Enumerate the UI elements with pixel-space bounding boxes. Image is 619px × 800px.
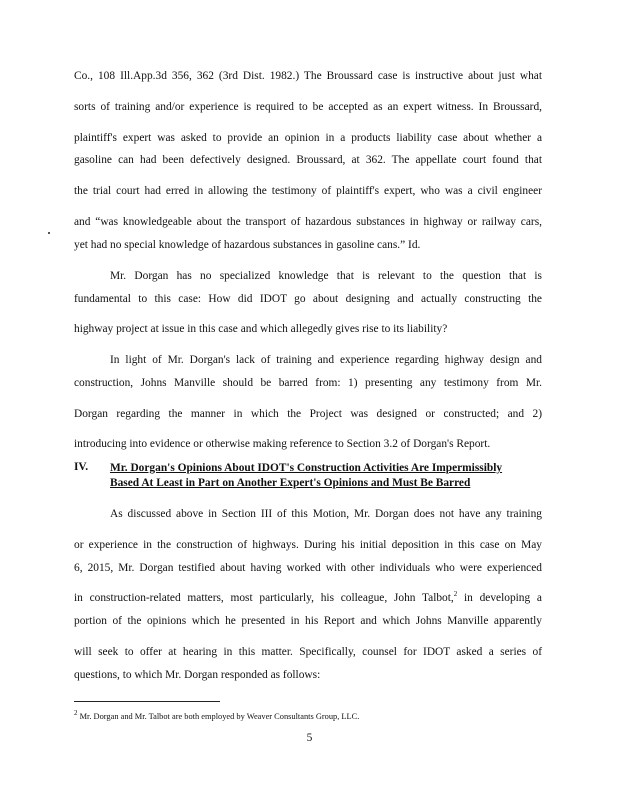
body-line: Co., 108 Ill.App.3d 356, 362 (3rd Dist. 1982.) The Broussard case is instructive about just what <box>74 70 542 82</box>
body-line: 6, 2015, Mr. Dorgan testified about having worked with other individuals who were experienced <box>74 562 542 574</box>
body-line: Dorgan regarding the manner in which the Project was designed or constructed; and 2) <box>74 408 542 420</box>
body-line: highway project at issue in this case and which allegedly gives rise to its liability? <box>74 323 448 335</box>
section-number: IV. <box>74 461 89 473</box>
body-line: or experience in the construction of highways. During his initial deposition in this case on May <box>74 539 542 551</box>
body-line: fundamental to this case: How did IDOT go about designing and actually constructing the <box>74 293 542 305</box>
body-line: gasoline can had been defectively designed. Broussard, at 362. The appellate court found that <box>74 154 542 166</box>
body-line: sorts of training and/or experience is required to be accepted as an expert witness. In Broussard, <box>74 101 542 113</box>
footnote-ref[interactable]: 2 <box>453 590 458 599</box>
footnote-divider <box>74 701 220 702</box>
scan-mark <box>48 232 50 234</box>
body-line: In light of Mr. Dorgan's lack of training and experience regarding highway design and <box>110 354 542 366</box>
body-line: and “was knowledgeable about the transport of hazardous substances in highway or railway cars, <box>74 216 542 228</box>
section-heading: Mr. Dorgan's Opinions About IDOT's Construction Activities Are Impermissibly <box>110 462 503 474</box>
body-line: the trial court had erred in allowing the testimony of plaintiff's expert, who was a civil engineer <box>74 185 542 197</box>
footnote-text: Mr. Dorgan and Mr. Talbot are both employed by Weaver Consultants Group, LLC. <box>79 712 360 721</box>
body-line: As discussed above in Section III of this Motion, Mr. Dorgan does not have any training <box>110 508 542 520</box>
body-line: introducing into evidence or otherwise making reference to Section 3.2 of Dorgan's Report. <box>74 438 491 450</box>
body-line: questions, to which Mr. Dorgan responded as follows: <box>74 669 321 681</box>
body-line: Mr. Dorgan has no specialized knowledge that is relevant to the question that is <box>110 270 542 282</box>
body-line: yet had no special knowledge of hazardous substances in gasoline cans.” Id. <box>74 239 421 251</box>
section-heading: Based At Least in Part on Another Expert's Opinions and Must Be Barred <box>110 477 471 489</box>
body-text: in developing a <box>464 592 542 604</box>
body-line: plaintiff's expert was asked to provide an opinion in a products liability case about whether a <box>74 132 542 144</box>
footnote-marker: 2 <box>74 709 78 718</box>
body-line: portion of the opinions which he presented in his Report and which Johns Manville apparently <box>74 615 542 627</box>
body-line <box>74 591 542 605</box>
body-text: in construction-related matters, most particularly, his colleague, John Talbot, <box>74 592 454 604</box>
body-line: will seek to offer at hearing in this matter. Specifically, counsel for IDOT asked a series of <box>74 646 542 658</box>
body-line: construction, Johns Manville should be barred from: 1) presenting any testimony from Mr. <box>74 377 542 389</box>
footnote <box>74 709 360 721</box>
page-number: 5 <box>306 732 313 744</box>
